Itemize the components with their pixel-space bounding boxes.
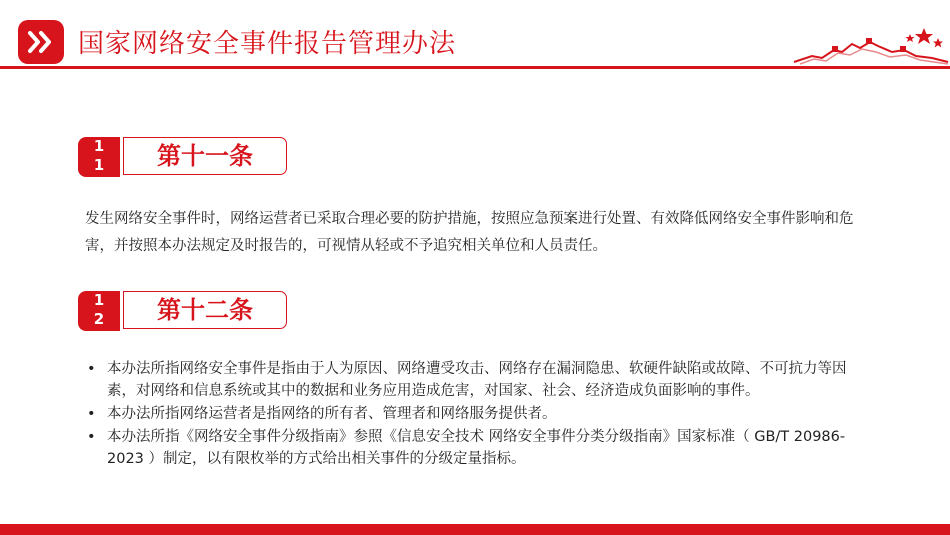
article-number-badge	[78, 291, 120, 331]
list-item-text: 本办法所指《网络安全事件分级指南》参照《信息安全技术 网络安全事件分类分级指南》国家标准（ GB/T 20986-2023 ）制定，以有限枚举的方式给出相关事件的分级定量指标。	[107, 429, 846, 467]
list-item	[87, 426, 857, 470]
bullet-icon: •	[87, 429, 96, 445]
header-divider	[0, 66, 950, 69]
article-paragraph: 发生网络安全事件时，网络运营者已采取合理必要的防护措施，按照应急预案进行处置、有效降低网络安全事件影响和危害，并按照本办法规定及时报告的，可视情从轻或不予追究相关单位和人员责任。	[85, 211, 854, 254]
article-number-digit: 2	[93, 310, 105, 328]
article-number-digit: 1	[93, 291, 105, 309]
article-number-digit: 1	[93, 137, 105, 155]
list-item	[87, 403, 857, 425]
article-title: 第十二条	[123, 291, 287, 329]
bullet-icon: •	[87, 406, 96, 422]
footer-bar	[0, 524, 950, 535]
list-item-text: 本办法所指网络运营者是指网络的所有者、管理者和网络服务提供者。	[107, 406, 557, 422]
article-number-digit: 1	[93, 156, 105, 174]
list-item-text: 本办法所指网络安全事件是指由于人为原因、网络遭受攻击、网络存在漏洞隐患、软硬件缺陷或故障、不可抗力等因素，对网络和信息系统或其中的数据和业务应用造成危害，对国家、社会、经济造成负面影响的事件。	[107, 361, 847, 399]
great-wall-stars-icon	[792, 22, 950, 66]
article-number-badge	[78, 137, 120, 177]
article-title: 第十一条	[123, 137, 287, 175]
double-chevron-right-icon	[26, 30, 56, 54]
bullet-icon: •	[87, 361, 96, 377]
header	[0, 0, 950, 75]
logo-badge	[18, 20, 64, 64]
bullet-list	[87, 358, 857, 471]
page-title: 国家网络安全事件报告管理办法	[78, 29, 457, 59]
list-item	[87, 358, 857, 402]
